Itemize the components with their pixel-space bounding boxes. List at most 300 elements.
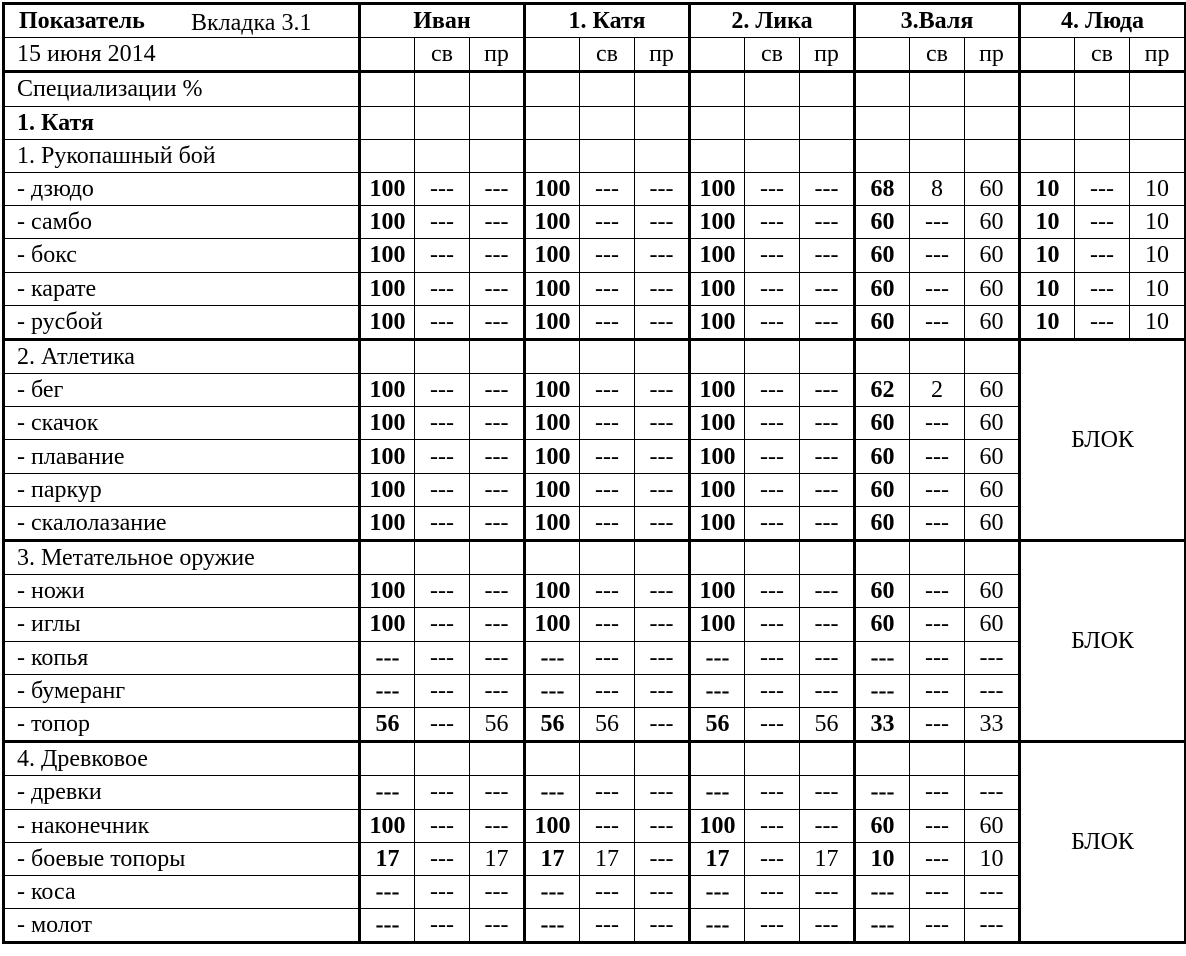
value-cell[interactable]: ---	[910, 875, 965, 908]
value-cell[interactable]: ---	[745, 776, 800, 809]
sub-sv[interactable]: св	[580, 38, 635, 72]
date-cell[interactable]: 15 июня 2014	[4, 38, 360, 72]
table-cell[interactable]	[910, 541, 965, 575]
value-cell[interactable]: ---	[800, 575, 855, 608]
value-cell[interactable]: 100	[525, 506, 580, 540]
value-cell[interactable]: ---	[470, 172, 525, 205]
value-cell[interactable]: ---	[470, 407, 525, 440]
value-cell[interactable]: 100	[360, 374, 415, 407]
table-cell[interactable]	[1020, 139, 1075, 172]
value-cell[interactable]: 60	[965, 575, 1020, 608]
value-cell[interactable]: ---	[635, 506, 690, 540]
table-cell[interactable]	[965, 339, 1020, 373]
table-cell[interactable]	[855, 339, 910, 373]
row-label[interactable]: - плавание	[4, 440, 360, 473]
value-cell[interactable]: ---	[415, 707, 470, 741]
value-cell[interactable]: ---	[800, 909, 855, 943]
value-cell[interactable]: 62	[855, 374, 910, 407]
row-label[interactable]: - иглы	[4, 608, 360, 641]
table-cell[interactable]	[910, 339, 965, 373]
value-cell[interactable]: 60	[965, 608, 1020, 641]
value-cell[interactable]: ---	[690, 875, 745, 908]
value-cell[interactable]: ---	[745, 842, 800, 875]
section-title[interactable]: 2. Атлетика	[4, 339, 360, 373]
value-cell[interactable]: ---	[635, 608, 690, 641]
value-cell[interactable]: 60	[965, 440, 1020, 473]
table-cell[interactable]	[360, 339, 415, 373]
value-cell[interactable]: ---	[635, 842, 690, 875]
table-cell[interactable]	[525, 106, 580, 139]
table-cell[interactable]	[910, 72, 965, 106]
value-cell[interactable]: ---	[745, 473, 800, 506]
row-label[interactable]: - коса	[4, 875, 360, 908]
table-cell[interactable]	[470, 106, 525, 139]
value-cell[interactable]: 100	[690, 407, 745, 440]
table-cell[interactable]	[1075, 106, 1130, 139]
value-cell[interactable]: 100	[525, 305, 580, 339]
value-cell[interactable]: 17	[580, 842, 635, 875]
value-cell[interactable]: 100	[360, 206, 415, 239]
value-cell[interactable]: 100	[690, 239, 745, 272]
value-cell[interactable]: ---	[910, 272, 965, 305]
value-cell[interactable]: ---	[470, 239, 525, 272]
row-label[interactable]: - русбой	[4, 305, 360, 339]
value-cell[interactable]: 60	[965, 809, 1020, 842]
table-cell[interactable]	[800, 139, 855, 172]
table-cell[interactable]	[745, 139, 800, 172]
section-label-row-label[interactable]: Специализации %	[4, 72, 360, 106]
table-cell[interactable]	[1130, 139, 1186, 172]
table-cell[interactable]	[635, 72, 690, 106]
table-cell[interactable]	[525, 742, 580, 776]
value-cell[interactable]: ---	[635, 305, 690, 339]
table-cell[interactable]	[470, 541, 525, 575]
value-cell[interactable]: ---	[525, 674, 580, 707]
value-cell[interactable]: 100	[525, 608, 580, 641]
value-cell[interactable]: ---	[965, 875, 1020, 908]
table-cell[interactable]	[635, 541, 690, 575]
value-cell[interactable]: ---	[415, 909, 470, 943]
value-cell[interactable]: 100	[525, 809, 580, 842]
value-cell[interactable]: 100	[360, 407, 415, 440]
value-cell[interactable]: 60	[965, 473, 1020, 506]
value-cell[interactable]: 56	[690, 707, 745, 741]
table-cell[interactable]	[525, 72, 580, 106]
value-cell[interactable]: ---	[415, 674, 470, 707]
value-cell[interactable]: ---	[745, 506, 800, 540]
table-cell[interactable]	[635, 139, 690, 172]
value-cell[interactable]: 10	[965, 842, 1020, 875]
value-cell[interactable]: 100	[360, 440, 415, 473]
value-cell[interactable]: ---	[415, 272, 470, 305]
table-cell[interactable]	[360, 106, 415, 139]
value-cell[interactable]: ---	[525, 641, 580, 674]
value-cell[interactable]: 10	[1020, 239, 1075, 272]
table-cell[interactable]	[580, 139, 635, 172]
value-cell[interactable]: ---	[910, 776, 965, 809]
table-cell[interactable]	[855, 742, 910, 776]
table-cell[interactable]	[580, 339, 635, 373]
value-cell[interactable]: 56	[800, 707, 855, 741]
table-cell[interactable]	[360, 139, 415, 172]
sub-pr[interactable]: пр	[635, 38, 690, 72]
value-cell[interactable]: 100	[690, 608, 745, 641]
table-cell[interactable]	[855, 139, 910, 172]
value-cell[interactable]: ---	[635, 776, 690, 809]
value-cell[interactable]: ---	[745, 239, 800, 272]
sub-sv[interactable]: св	[1075, 38, 1130, 72]
value-cell[interactable]: ---	[470, 909, 525, 943]
table-cell[interactable]	[800, 72, 855, 106]
value-cell[interactable]: ---	[800, 407, 855, 440]
value-cell[interactable]: 100	[690, 575, 745, 608]
table-cell[interactable]	[965, 541, 1020, 575]
value-cell[interactable]: 100	[690, 473, 745, 506]
sub-sv[interactable]: св	[415, 38, 470, 72]
value-cell[interactable]: 60	[855, 305, 910, 339]
table-cell[interactable]	[690, 742, 745, 776]
row-label[interactable]: - наконечник	[4, 809, 360, 842]
value-cell[interactable]: 100	[360, 575, 415, 608]
value-cell[interactable]: ---	[415, 440, 470, 473]
value-cell[interactable]: 17	[690, 842, 745, 875]
value-cell[interactable]: 17	[360, 842, 415, 875]
value-cell[interactable]: ---	[800, 506, 855, 540]
row-label[interactable]: - карате	[4, 272, 360, 305]
value-cell[interactable]: 33	[965, 707, 1020, 741]
value-cell[interactable]: 100	[690, 440, 745, 473]
value-cell[interactable]: 100	[525, 272, 580, 305]
table-cell[interactable]	[360, 541, 415, 575]
value-cell[interactable]: 60	[965, 305, 1020, 339]
value-cell[interactable]: 100	[525, 374, 580, 407]
header-title-cell[interactable]	[4, 4, 360, 38]
value-cell[interactable]: 56	[525, 707, 580, 741]
value-cell[interactable]: 60	[855, 608, 910, 641]
value-cell[interactable]: ---	[635, 641, 690, 674]
value-cell[interactable]: ---	[415, 776, 470, 809]
value-cell[interactable]: ---	[635, 875, 690, 908]
table-cell[interactable]	[690, 541, 745, 575]
table-cell[interactable]	[855, 38, 910, 72]
value-cell[interactable]: ---	[525, 776, 580, 809]
value-cell[interactable]: ---	[635, 239, 690, 272]
value-cell[interactable]: 100	[690, 305, 745, 339]
value-cell[interactable]: ---	[580, 305, 635, 339]
value-cell[interactable]: 100	[360, 305, 415, 339]
value-cell[interactable]: 10	[1020, 172, 1075, 205]
value-cell[interactable]: ---	[1075, 305, 1130, 339]
value-cell[interactable]: 100	[525, 239, 580, 272]
table-cell[interactable]	[965, 139, 1020, 172]
table-cell[interactable]	[580, 541, 635, 575]
value-cell[interactable]: ---	[800, 674, 855, 707]
value-cell[interactable]: ---	[745, 575, 800, 608]
table-cell[interactable]	[855, 72, 910, 106]
value-cell[interactable]: ---	[745, 305, 800, 339]
value-cell[interactable]: ---	[580, 608, 635, 641]
value-cell[interactable]: ---	[470, 641, 525, 674]
value-cell[interactable]: 100	[690, 374, 745, 407]
value-cell[interactable]: ---	[470, 272, 525, 305]
column-header[interactable]: 2. Лика	[690, 4, 855, 38]
value-cell[interactable]: 68	[855, 172, 910, 205]
table-cell[interactable]	[470, 72, 525, 106]
table-cell[interactable]	[635, 339, 690, 373]
value-cell[interactable]: ---	[580, 506, 635, 540]
value-cell[interactable]: ---	[965, 641, 1020, 674]
value-cell[interactable]: 60	[965, 239, 1020, 272]
value-cell[interactable]: 100	[360, 608, 415, 641]
value-cell[interactable]: ---	[580, 909, 635, 943]
table-cell[interactable]	[360, 72, 415, 106]
value-cell[interactable]: 60	[965, 172, 1020, 205]
value-cell[interactable]: 17	[470, 842, 525, 875]
value-cell[interactable]: 10	[1130, 206, 1186, 239]
value-cell[interactable]: ---	[745, 707, 800, 741]
value-cell[interactable]: ---	[635, 473, 690, 506]
table-cell[interactable]	[690, 339, 745, 373]
value-cell[interactable]: 100	[360, 809, 415, 842]
row-label[interactable]: - бокс	[4, 239, 360, 272]
value-cell[interactable]: 17	[800, 842, 855, 875]
table-cell[interactable]	[580, 742, 635, 776]
value-cell[interactable]: ---	[745, 206, 800, 239]
value-cell[interactable]: ---	[635, 674, 690, 707]
value-cell[interactable]: ---	[745, 272, 800, 305]
value-cell[interactable]: ---	[470, 575, 525, 608]
value-cell[interactable]: ---	[415, 842, 470, 875]
row-label[interactable]: - дзюдо	[4, 172, 360, 205]
row-label[interactable]: - скачок	[4, 407, 360, 440]
value-cell[interactable]: 100	[360, 272, 415, 305]
value-cell[interactable]: 17	[525, 842, 580, 875]
row-label[interactable]: - самбо	[4, 206, 360, 239]
value-cell[interactable]: 100	[690, 272, 745, 305]
sub-pr[interactable]: пр	[470, 38, 525, 72]
table-cell[interactable]	[580, 106, 635, 139]
value-cell[interactable]: ---	[910, 407, 965, 440]
table-cell[interactable]	[635, 106, 690, 139]
value-cell[interactable]: ---	[360, 674, 415, 707]
value-cell[interactable]: ---	[855, 674, 910, 707]
row-label[interactable]: - топор	[4, 707, 360, 741]
table-cell[interactable]	[580, 72, 635, 106]
value-cell[interactable]: ---	[470, 374, 525, 407]
group-label-row-label[interactable]: 1. Катя	[4, 106, 360, 139]
value-cell[interactable]: 56	[470, 707, 525, 741]
value-cell[interactable]: 60	[855, 272, 910, 305]
value-cell[interactable]: 100	[360, 239, 415, 272]
value-cell[interactable]: ---	[910, 842, 965, 875]
value-cell[interactable]: ---	[635, 440, 690, 473]
value-cell[interactable]: ---	[580, 440, 635, 473]
value-cell[interactable]: ---	[800, 239, 855, 272]
value-cell[interactable]: 10	[1020, 305, 1075, 339]
value-cell[interactable]: ---	[690, 776, 745, 809]
value-cell[interactable]: ---	[745, 172, 800, 205]
value-cell[interactable]: 10	[1020, 206, 1075, 239]
table-cell[interactable]	[1020, 72, 1075, 106]
value-cell[interactable]: ---	[415, 875, 470, 908]
value-cell[interactable]: ---	[910, 707, 965, 741]
value-cell[interactable]: ---	[635, 374, 690, 407]
value-cell[interactable]: ---	[470, 506, 525, 540]
value-cell[interactable]: ---	[745, 608, 800, 641]
table-cell[interactable]	[855, 541, 910, 575]
table-cell[interactable]	[1020, 106, 1075, 139]
value-cell[interactable]: ---	[910, 305, 965, 339]
value-cell[interactable]: ---	[415, 206, 470, 239]
value-cell[interactable]: ---	[910, 440, 965, 473]
value-cell[interactable]: 10	[1130, 305, 1186, 339]
value-cell[interactable]: 60	[855, 575, 910, 608]
row-label[interactable]: - боевые топоры	[4, 842, 360, 875]
value-cell[interactable]: 56	[580, 707, 635, 741]
value-cell[interactable]: ---	[745, 674, 800, 707]
table-cell[interactable]	[360, 38, 415, 72]
value-cell[interactable]: ---	[800, 776, 855, 809]
table-cell[interactable]	[690, 38, 745, 72]
value-cell[interactable]: ---	[415, 473, 470, 506]
value-cell[interactable]: ---	[635, 809, 690, 842]
table-cell[interactable]	[470, 139, 525, 172]
sub-pr[interactable]: пр	[1130, 38, 1186, 72]
sub-sv[interactable]: св	[910, 38, 965, 72]
sub-pr[interactable]: пр	[800, 38, 855, 72]
value-cell[interactable]: ---	[415, 305, 470, 339]
value-cell[interactable]: ---	[580, 272, 635, 305]
value-cell[interactable]: 60	[965, 206, 1020, 239]
table-cell[interactable]	[1020, 38, 1075, 72]
value-cell[interactable]: ---	[635, 575, 690, 608]
value-cell[interactable]: ---	[360, 641, 415, 674]
value-cell[interactable]: ---	[855, 875, 910, 908]
row-label[interactable]: - древки	[4, 776, 360, 809]
table-cell[interactable]	[910, 106, 965, 139]
value-cell[interactable]: 60	[855, 440, 910, 473]
value-cell[interactable]: ---	[470, 608, 525, 641]
row-label[interactable]: - ножи	[4, 575, 360, 608]
value-cell[interactable]: ---	[910, 809, 965, 842]
table-cell[interactable]	[470, 339, 525, 373]
value-cell[interactable]: ---	[415, 809, 470, 842]
table-cell[interactable]	[855, 106, 910, 139]
table-cell[interactable]	[965, 72, 1020, 106]
value-cell[interactable]: ---	[580, 875, 635, 908]
column-header[interactable]: 3.Валя	[855, 4, 1020, 38]
value-cell[interactable]: 100	[360, 506, 415, 540]
value-cell[interactable]: ---	[910, 909, 965, 943]
value-cell[interactable]: ---	[470, 674, 525, 707]
value-cell[interactable]: ---	[1075, 272, 1130, 305]
table-cell[interactable]	[965, 106, 1020, 139]
value-cell[interactable]: 100	[360, 473, 415, 506]
value-cell[interactable]: ---	[745, 909, 800, 943]
value-cell[interactable]: ---	[415, 575, 470, 608]
value-cell[interactable]: ---	[910, 575, 965, 608]
value-cell[interactable]: ---	[965, 674, 1020, 707]
table-cell[interactable]	[800, 106, 855, 139]
value-cell[interactable]: ---	[800, 305, 855, 339]
value-cell[interactable]: ---	[910, 608, 965, 641]
table-cell[interactable]	[525, 339, 580, 373]
column-header[interactable]: 1. Катя	[525, 4, 690, 38]
value-cell[interactable]: ---	[800, 272, 855, 305]
value-cell[interactable]: ---	[745, 641, 800, 674]
value-cell[interactable]: ---	[635, 206, 690, 239]
value-cell[interactable]: 10	[1020, 272, 1075, 305]
table-cell[interactable]	[800, 339, 855, 373]
table-cell[interactable]	[800, 742, 855, 776]
table-cell[interactable]	[470, 742, 525, 776]
value-cell[interactable]: 100	[525, 575, 580, 608]
value-cell[interactable]: ---	[525, 909, 580, 943]
value-cell[interactable]: ---	[800, 473, 855, 506]
value-cell[interactable]: ---	[635, 909, 690, 943]
value-cell[interactable]: ---	[580, 374, 635, 407]
row-label[interactable]: - бумеранг	[4, 674, 360, 707]
value-cell[interactable]: ---	[1075, 172, 1130, 205]
value-cell[interactable]: ---	[910, 641, 965, 674]
value-cell[interactable]: ---	[745, 875, 800, 908]
value-cell[interactable]: 100	[525, 206, 580, 239]
value-cell[interactable]: ---	[635, 172, 690, 205]
value-cell[interactable]: ---	[910, 674, 965, 707]
value-cell[interactable]: 56	[360, 707, 415, 741]
value-cell[interactable]: ---	[745, 809, 800, 842]
value-cell[interactable]: ---	[800, 641, 855, 674]
value-cell[interactable]: ---	[415, 172, 470, 205]
value-cell[interactable]: ---	[855, 641, 910, 674]
value-cell[interactable]: ---	[745, 374, 800, 407]
value-cell[interactable]: ---	[800, 374, 855, 407]
value-cell[interactable]: ---	[580, 407, 635, 440]
value-cell[interactable]: ---	[690, 674, 745, 707]
value-cell[interactable]: ---	[580, 239, 635, 272]
value-cell[interactable]: 2	[910, 374, 965, 407]
value-cell[interactable]: 33	[855, 707, 910, 741]
value-cell[interactable]: ---	[690, 641, 745, 674]
section-title[interactable]: 1. Рукопашный бой	[4, 139, 360, 172]
table-cell[interactable]	[965, 742, 1020, 776]
value-cell[interactable]: ---	[855, 776, 910, 809]
value-cell[interactable]: ---	[910, 206, 965, 239]
table-cell[interactable]	[525, 139, 580, 172]
table-cell[interactable]	[910, 742, 965, 776]
value-cell[interactable]: ---	[910, 473, 965, 506]
table-cell[interactable]	[360, 742, 415, 776]
value-cell[interactable]: 100	[360, 172, 415, 205]
value-cell[interactable]: ---	[745, 440, 800, 473]
table-cell[interactable]	[415, 541, 470, 575]
column-header[interactable]: Иван	[360, 4, 525, 38]
value-cell[interactable]: ---	[415, 641, 470, 674]
value-cell[interactable]: 100	[690, 506, 745, 540]
table-cell[interactable]	[690, 139, 745, 172]
value-cell[interactable]: 60	[855, 239, 910, 272]
value-cell[interactable]: ---	[470, 440, 525, 473]
value-cell[interactable]: ---	[800, 440, 855, 473]
value-cell[interactable]: 100	[525, 407, 580, 440]
value-cell[interactable]: ---	[965, 776, 1020, 809]
section-title[interactable]: 3. Метательное оружие	[4, 541, 360, 575]
value-cell[interactable]: 100	[690, 206, 745, 239]
value-cell[interactable]: 60	[965, 407, 1020, 440]
value-cell[interactable]: ---	[635, 272, 690, 305]
sub-sv[interactable]: св	[745, 38, 800, 72]
row-label[interactable]: - паркур	[4, 473, 360, 506]
